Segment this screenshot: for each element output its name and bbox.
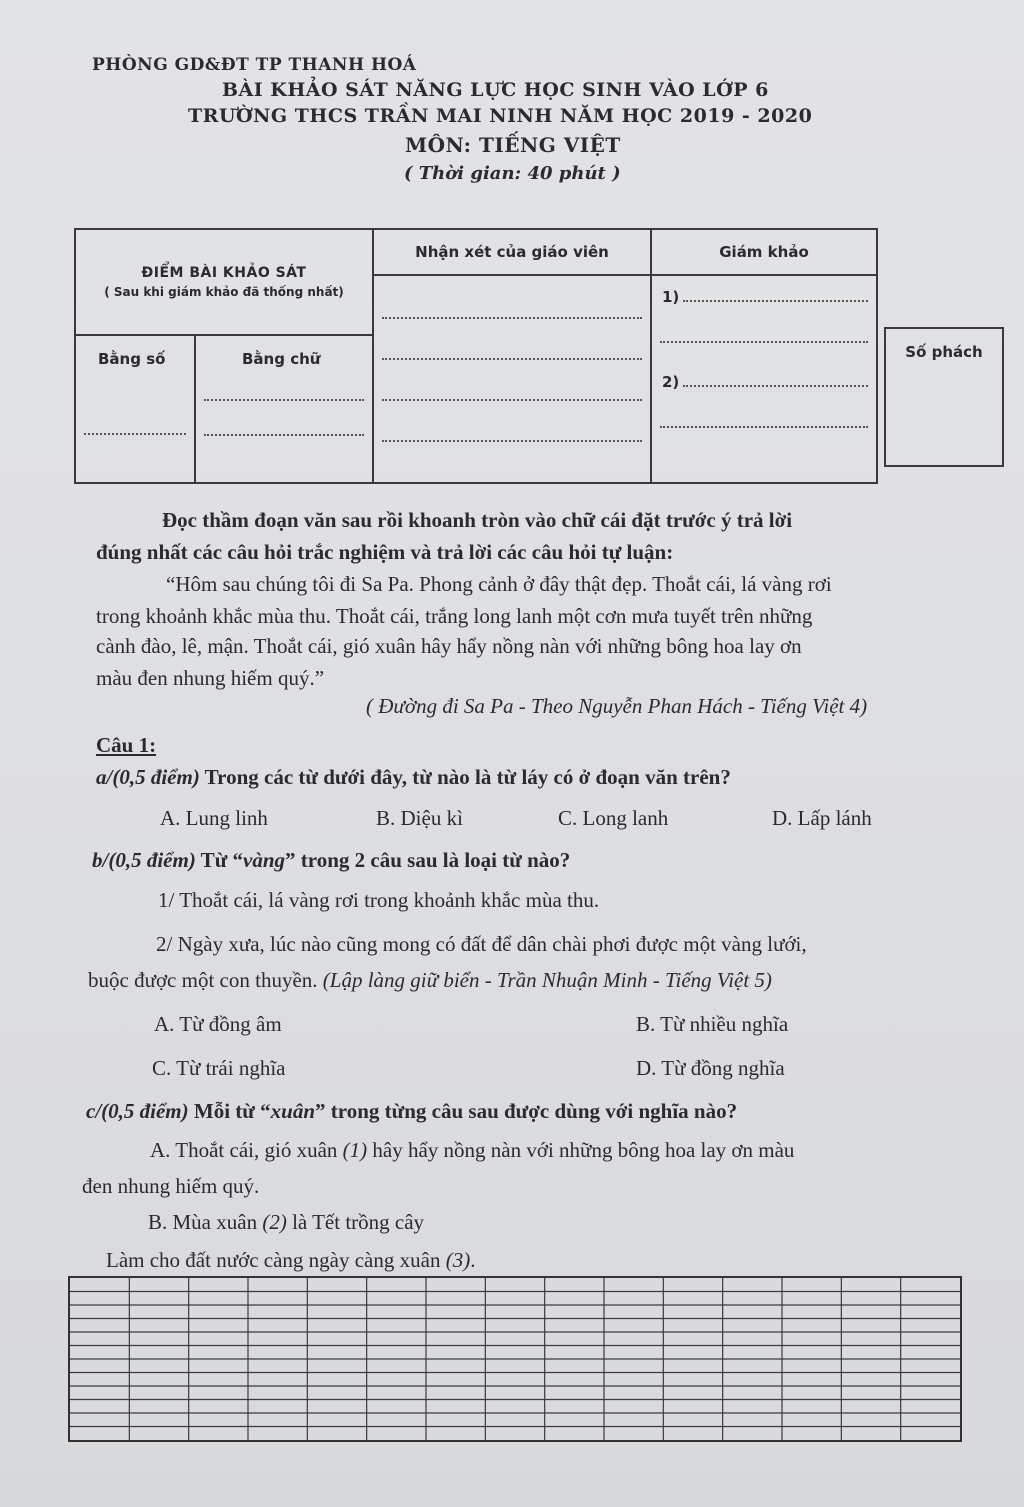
examiner-1-row [662, 288, 876, 306]
question-1b-sentence-2: 2/ Ngày xưa, lúc nào cũng mong có đất để dân chài phơi được một vàng lưới, [156, 932, 807, 956]
school-year: TRƯỜNG THCS TRẦN MAI NINH NĂM HỌC 2019 - 2020 [188, 105, 813, 127]
exam-title: BÀI KHẢO SÁT NĂNG LỰC HỌC SINH VÀO LỚP 6 [222, 79, 769, 101]
teacher-comment-label: Nhận xét của giáo viên [374, 230, 650, 276]
sentence-b-text: B. Mùa xuân [148, 1210, 263, 1234]
question-1a-text: Trong các từ dưới đây, từ nào là từ láy có ở đoạn văn trên? [199, 765, 731, 789]
score-words-label: Bằng chữ [242, 350, 321, 368]
examiner-2-row [662, 373, 876, 391]
question-1b-word: vàng [243, 848, 286, 872]
question-1a [96, 765, 731, 790]
question-1c-sentence-b-cont [106, 1248, 475, 1273]
comment-line[interactable] [382, 357, 642, 360]
option-1a-a[interactable]: A. Lung linh [160, 806, 268, 830]
examiner-line[interactable] [660, 425, 868, 428]
question-1c-sentence-b [148, 1210, 424, 1235]
question-1b [92, 848, 570, 873]
sentence-a-text: A. Thoắt cái, gió xuân [150, 1138, 343, 1162]
score-number-cell [75, 335, 195, 483]
score-heading-cell [75, 229, 373, 335]
instruction-line: Đọc thầm đoạn văn sau rồi khoanh tròn vào chữ cái đặt trước ý trả lời [162, 508, 793, 532]
sentence-b2-text: Làm cho đất nước càng ngày càng xuân [106, 1248, 446, 1272]
question-1-label: Câu 1: [96, 733, 157, 757]
passage-line: cành đào, lê, mận. Thoắt cái, gió xuân hây hẩy nồng nàn với những bông hoa lay ơn [96, 634, 802, 658]
option-1b-b[interactable]: B. Từ nhiều nghĩa [636, 1012, 789, 1036]
code-label: Số phách [905, 343, 983, 361]
subject: MÔN: TIẾNG VIỆT [405, 133, 621, 157]
option-1b-d[interactable]: D. Từ đồng nghĩa [636, 1056, 785, 1080]
question-1b-text: ” trong 2 câu sau là loại từ nào? [285, 848, 571, 872]
score-number-line[interactable] [84, 432, 186, 435]
option-1b-a[interactable]: A. Từ đồng âm [154, 1012, 282, 1036]
score-table [74, 228, 878, 484]
mark-1: (1) [342, 1138, 368, 1162]
question-1c-text: Mỗi từ “ [188, 1099, 271, 1123]
question-1b-sentence-1: 1/ Thoắt cái, lá vàng rơi trong khoảnh khắc mùa thu. [158, 888, 600, 912]
question-1a-points: a/(0,5 điểm) [96, 765, 200, 789]
examiner-2-line[interactable] [683, 384, 868, 387]
question-1b-sentence-2-text: buộc được một con thuyền. [88, 968, 323, 992]
score-words-cell [195, 335, 373, 483]
question-1c-sentence-a [150, 1138, 794, 1163]
comment-line[interactable] [382, 398, 642, 401]
option-1a-d[interactable]: D. Lấp lánh [772, 806, 872, 830]
passage-line: “Hôm sau chúng tôi đi Sa Pa. Phong cảnh ở đây thật đẹp. Thoắt cái, lá vàng rơi [166, 572, 832, 596]
question-1b-sentence-2-cont [88, 968, 772, 993]
examiner-1-label: 1) [662, 288, 680, 306]
examiner-2-label: 2) [662, 373, 680, 391]
examiner-1-line[interactable] [683, 299, 868, 302]
sentence-a-text: hây hẩy nồng nàn với những bông hoa lay ơn màu [367, 1138, 795, 1162]
question-1c-sentence-a-cont: đen nhung hiếm quý. [82, 1174, 260, 1198]
code-box [884, 327, 1004, 467]
time-limit: ( Thời gian: 40 phút ) [404, 163, 621, 184]
sentence-b2-text: . [470, 1248, 476, 1272]
option-1a-c[interactable]: C. Long lanh [558, 806, 669, 830]
grid-lines [70, 1278, 960, 1440]
score-heading: ĐIỂM BÀI KHẢO SÁT [141, 265, 307, 281]
score-note: ( Sau khi giám khảo đã thống nhất) [104, 285, 344, 299]
question-1c-points: c/(0,5 điểm) [86, 1099, 189, 1123]
question-1c-text: ” trong từng câu sau được dùng với nghĩa nào? [315, 1099, 738, 1123]
question-1b-source: (Lập làng giữ biển - Trần Nhuận Minh - Tiếng Việt 5) [322, 968, 772, 992]
passage-line: trong khoảnh khắc mùa thu. Thoắt cái, trắng long lanh một cơn mưa tuyết trên những [96, 604, 813, 628]
score-number-label: Bằng số [98, 350, 166, 368]
question-1b-text: Từ “ [195, 848, 244, 872]
mark-3: (3) [445, 1248, 471, 1272]
comment-line[interactable] [382, 316, 642, 319]
passage-source: ( Đường đi Sa Pa - Theo Nguyễn Phan Hách - Tiếng Việt 4) [366, 694, 868, 718]
instruction-line: đúng nhất các câu hỏi trắc nghiệm và trả lời các câu hỏi tự luận: [96, 540, 674, 564]
option-1b-c[interactable]: C. Từ trái nghĩa [152, 1056, 286, 1080]
passage-line: màu đen nhung hiếm quý.” [96, 666, 325, 690]
score-words-line[interactable] [204, 433, 364, 436]
question-1c-word: xuân [270, 1099, 316, 1123]
department-name: PHÒNG GD&ĐT TP THANH HOÁ [92, 55, 417, 75]
answer-writing-grid[interactable] [68, 1276, 962, 1442]
score-words-line[interactable] [204, 398, 364, 401]
sentence-b-text: là Tết trồng cây [286, 1210, 425, 1234]
teacher-comment-cell [373, 229, 651, 483]
examiners-label: Giám khảo [652, 230, 876, 276]
comment-line[interactable] [382, 439, 642, 442]
question-1b-points: b/(0,5 điểm) [92, 848, 196, 872]
mark-2: (2) [262, 1210, 287, 1234]
option-1a-b[interactable]: B. Diệu kì [376, 806, 463, 830]
examiners-cell [651, 229, 877, 483]
question-1c [86, 1099, 737, 1124]
examiner-line[interactable] [660, 340, 868, 343]
